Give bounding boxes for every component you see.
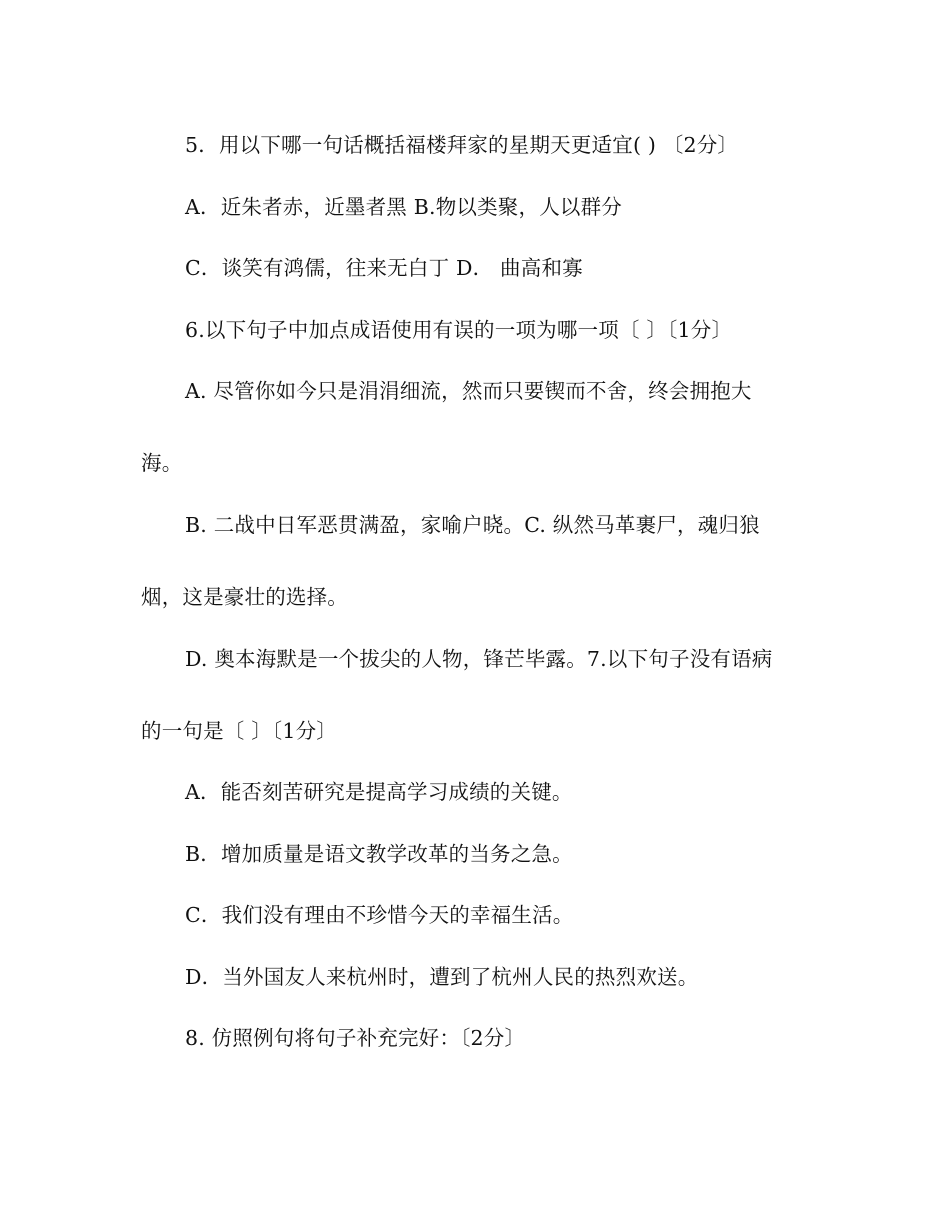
question-6-option-a-cont: 海。	[141, 451, 183, 475]
question-6-stem: 6.以下句子中加点成语使用有误的一项为哪一项〔 〕〔1分〕	[185, 318, 733, 342]
question-6-option-bc: B. 二战中日军恶贯满盈，家喻户晓。C. 纵然马革裹尸，魂归狼	[185, 513, 760, 537]
question-5-stem: 5．用以下哪一句话概括福楼拜家的星期天更适宜( ) 〔2分〕	[185, 133, 739, 157]
question-7-option-a: A．能否刻苦研究是提高学习成绩的关键。	[185, 780, 573, 804]
question-5-options-ab: A．近朱者赤，近墨者黑 B.物以类聚，人以群分	[185, 195, 623, 219]
question-5-options-cd: C．谈笑有鸿儒，往来无白丁 D． 曲高和寡	[185, 256, 583, 280]
question-7-option-b: B．增加质量是语文教学改革的当务之急。	[185, 842, 573, 866]
question-7-option-d: D．当外国友人来杭州时，遭到了杭州人民的热烈欢送。	[185, 965, 699, 989]
question-8-stem: 8. 仿照例句将句子补充完好：〔2分〕	[185, 1026, 526, 1050]
question-7-option-c: C．我们没有理由不珍惜今天的幸福生活。	[185, 903, 574, 927]
question-7-stem-cont: 的一句是〔 〕〔1分〕	[141, 719, 338, 743]
question-6-option-d-question-7: D. 奥本海默是一个拔尖的人物，锋芒毕露。7.以下句子没有语病	[185, 647, 773, 671]
question-6-option-a: A. 尽管你如今只是涓涓细流，然而只要锲而不舍，终会拥抱大	[185, 379, 752, 403]
question-6-option-c-cont: 烟，这是豪壮的选择。	[141, 585, 348, 609]
